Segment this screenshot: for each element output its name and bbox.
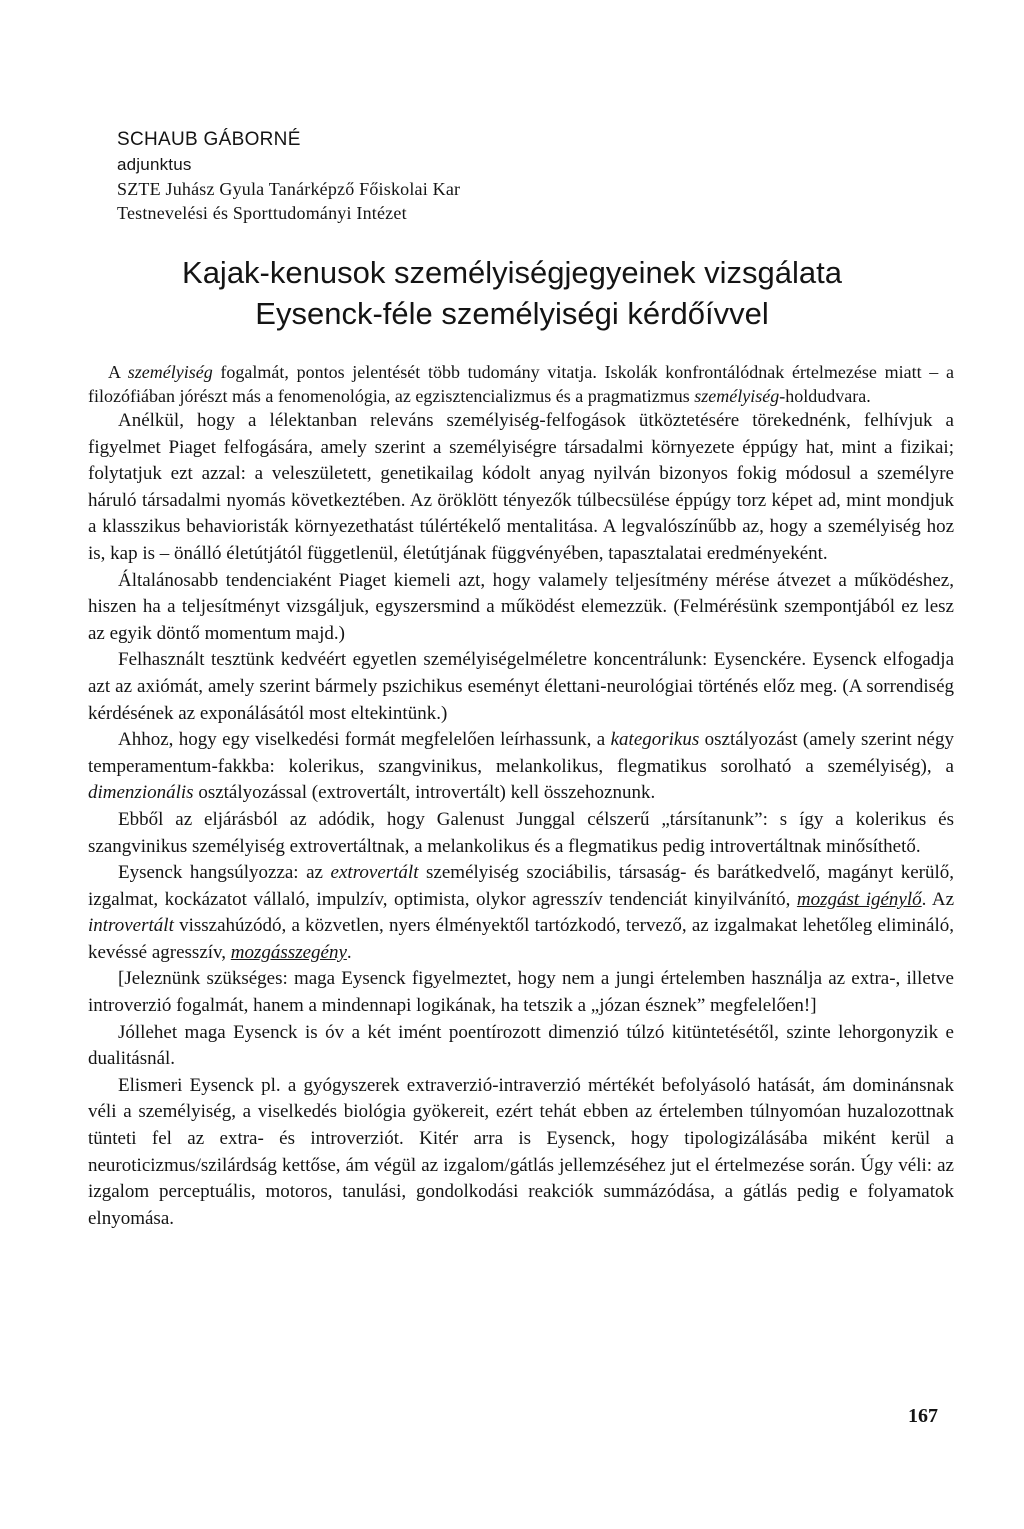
paragraph-4: Felhasznált tesztünk kedvéért egyetlen személyiségelméletre koncentrálunk: Eysenckére. Eysenck elfogadja azt az axiómát, amely szerint bármely pszichikus eseményt élettani-neurológiai történés előz meg. (A sorrendiség kérdésének az exponálásától most eltekintünk.) bbox=[88, 649, 954, 724]
author-name: SCHAUB GÁBORNÉ bbox=[117, 129, 301, 150]
paragraph-10: Elismeri Eysenck pl. a gyógyszerek extraverzió-intraverzió mértékét befolyásoló hatását, ám dominánsnak véli a személyiség, a viselkedés biológia gyökereit, ezért tehát ebben az értelemben túlnyomóan huzalozottnak tünteti fel az extra- és introverziót. Kitér arra is Eysenck, hogy tipologizálásába miként kerül a neuroticizmus/szilárdság kettőse, ám végül az izgalom/gátlás jellemzéséhez jut el értelmezése során. Úgy véli: az izgalom perceptuális, motoros, tanulási, gondolkodási reakciók summázódása, a gátlás pedig e folyamatok elnyomása. bbox=[88, 1074, 954, 1229]
p7-text-g: visszahúzódó, a közvetlen, nyers élményektől tartózkodó, tervező, az izgalmakat lehetőleg elimináló, kevéssé agresszív, bbox=[88, 915, 954, 963]
p7-emphasis-b: extrovertált bbox=[330, 862, 419, 884]
p1-text-e: -holdudvara. bbox=[779, 386, 871, 406]
paragraph-5 bbox=[88, 727, 954, 807]
p5-emphasis-b: kategorikus bbox=[610, 729, 700, 751]
p7-text-e: . Az bbox=[921, 888, 954, 910]
article-title bbox=[150, 252, 874, 334]
p5-text-e: osztályozással (extrovertált, introvertált) kell összehoznunk. bbox=[193, 782, 656, 804]
p7-text-a: Eysenck hangsúlyozza: az bbox=[118, 862, 331, 884]
paragraph-7 bbox=[88, 860, 954, 966]
p1-text-a: A bbox=[108, 362, 128, 382]
title-line-1: Kajak-kenusok személyiségjegyeinek vizsgálata bbox=[182, 255, 842, 290]
page-number: 167 bbox=[908, 1405, 938, 1427]
p7-emphasis-f: introvertált bbox=[88, 915, 174, 937]
paragraph-8: [Jeleznünk szükséges: maga Eysenck figyelmeztet, hogy nem a jungi értelemben használja az extra-, illetve introverzió fogalmát, hanem a mindennapi logikának, ha tetszik a „józan észnek” megfelelően!] bbox=[88, 968, 954, 1017]
paragraph-9: Jóllehet maga Eysenck is óv a két imént poentírozott dimenzió túlzó kitüntetésétől, szinte lehorgonyzik e dualitásnál. bbox=[88, 1021, 954, 1070]
paragraph-6: Ebből az eljárásból az adódik, hogy Galenust Junggal célszerű „társítanunk”: s így a kolerikus és szangvinikus személyiség extrovertáltnak, a melankolikus és a flegmatikus pedig introvertáltnak minősíthető. bbox=[88, 808, 954, 857]
paragraph-1 bbox=[88, 360, 954, 408]
p7-text-c: személyiség szociábilis, társaság- és barátkedvelő, magányt kerülő, izgalmat, kockázatot vállaló, impulzív, optimista, olykor agresszív tendenciát kinyilvánító, bbox=[88, 862, 954, 910]
article-body bbox=[88, 360, 954, 1232]
p1-text-c: fogalmát, pontos jelentését több tudomány vitatja. Iskolák konfrontálódnak értelmezése miatt – a filozófiában jórészt más a fenomenológia, az egzisztencializmus és a pragmatizmus bbox=[88, 362, 954, 406]
p7-underline-h: mozgásszegény bbox=[230, 941, 347, 963]
p7-underline-d: mozgást igénylő bbox=[796, 888, 922, 910]
paragraph-2: Anélkül, hogy a lélektanban releváns személyiség-felfogások ütköztetésére törekednénk, felhívjuk a figyelmet Piaget felfogására, amely szerint a személyiségre társadalmi környezete éppúgy hat, mint a fizikai; folytatjuk ezt azzal: a veleszületett, genetikailag kódolt anyag nyilván bizonyos fokig módosul a személyre háruló társadalmi nyomás következtében. Az öröklött tényezők túlbecsülése éppúgy torz képet ad, mint mondjuk a klasszikus behavioristák környezethatást túlértékelő mentalitása. A legvalószínűbb az, hogy a személyiség hoz is, kap is – önálló életútjától függetlenül, életútjának függvényében, tapasztalatai eredményeként. bbox=[88, 410, 954, 564]
author-department: Testnevelési és Sporttudományi Intézet bbox=[117, 203, 407, 223]
p1-emphasis-d: személyiség bbox=[694, 386, 780, 406]
p1-emphasis-a: személyiség bbox=[127, 362, 213, 382]
author-institution: SZTE Juhász Gyula Tanárképző Főiskolai Kar bbox=[117, 179, 461, 199]
p7-text-i: . bbox=[346, 941, 352, 963]
author-block bbox=[117, 126, 817, 225]
p5-emphasis-d: dimenzionális bbox=[88, 782, 194, 804]
p5-text-a: Ahhoz, hogy egy viselkedési formát megfelelően leírhassunk, a bbox=[118, 729, 611, 751]
author-position: adjunktus bbox=[117, 155, 192, 174]
paragraph-3: Általánosabb tendenciaként Piaget kiemeli azt, hogy valamely teljesítmény mérése átvezet a működéshez, hiszen ha a teljesítményt vizsgáljuk, egyszersmind a működést elemezzük. (Felmérésünk szempontjából ez lesz az egyik döntő momentum majd.) bbox=[88, 569, 954, 644]
p5-text-c: osztályozást (amely szerint négy temperamentum-fakkba: kolerikus, szangvinikus, melankolikus, flegmatikus sorolható a személyiség), a bbox=[88, 729, 954, 777]
title-line-2: Eysenck-féle személyiségi kérdőívvel bbox=[255, 296, 769, 331]
